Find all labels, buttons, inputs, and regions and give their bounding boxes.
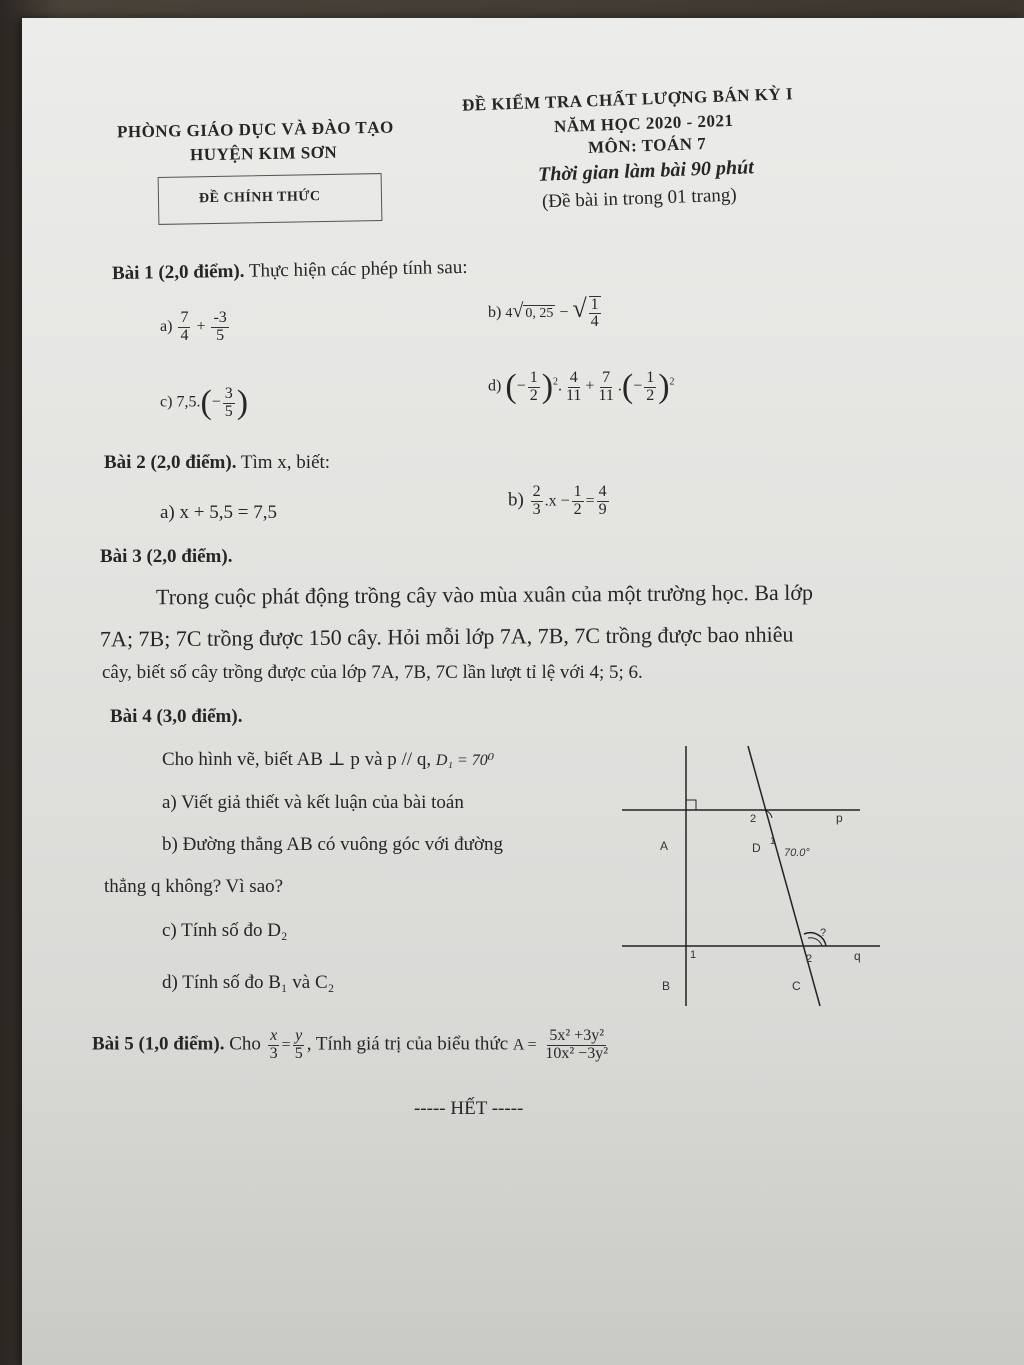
label-c: C — [792, 979, 801, 993]
exam-title: ĐỀ KIỂM TRA CHẤT LƯỢNG BÁN KỲ I — [461, 84, 794, 115]
denominator: 11 — [566, 386, 582, 404]
bai1-d: d) (− $\frac{1}{2}$ )$^2$. $\frac{4}{11}$ + $\frac{7}{11}$ .(− $\frac{1}{2}$ )$^2$ — [488, 368, 675, 405]
dept-line1: PHÒNG GIÁO DỤC VÀ ĐÀO TẠO — [116, 117, 394, 142]
numerator: 7 — [180, 309, 189, 326]
numerator: 3 — [224, 384, 233, 402]
bai4-a: a) Viết giả thiết và kết luận của bài toán — [162, 792, 464, 813]
bai5-text: , Tính giá trị của biểu thức — [306, 1033, 509, 1055]
frac — [528, 370, 540, 405]
official-box — [158, 173, 383, 225]
mark-d2: 2 — [750, 813, 757, 825]
frac — [531, 484, 543, 519]
radicand: 0, 25 — [525, 306, 554, 321]
mark-c2: 2 — [806, 953, 813, 965]
frac — [596, 370, 615, 405]
denominator: 11 — [598, 386, 614, 404]
sqrt-icon: √ — [512, 300, 524, 322]
bai4-b2: thẳng q không? Vì sao? — [104, 876, 284, 897]
frac — [589, 296, 601, 332]
frac — [211, 310, 228, 345]
numerator: x — [270, 1027, 278, 1044]
label-d: D — [752, 841, 761, 855]
bai2-title: Bài 2 (2,0 điểm). — [104, 452, 237, 473]
mark-question: ? — [820, 927, 827, 939]
operator: + — [196, 317, 206, 335]
bai5-line — [92, 1028, 612, 1063]
frac — [178, 310, 190, 345]
frac — [223, 386, 235, 421]
bai2-heading — [104, 452, 330, 474]
frac — [572, 484, 584, 519]
bai2-b — [508, 484, 611, 519]
numerator: 1 — [590, 295, 599, 313]
bai4-d: d) Tính số đo B₁ và C₂ — [162, 972, 335, 993]
equals: = — [585, 492, 595, 510]
frac — [564, 370, 583, 405]
exponent: 2 — [553, 376, 559, 388]
numerator: 1 — [573, 483, 582, 500]
denominator: 10x² −3y² — [545, 1044, 608, 1062]
bai1-a — [160, 310, 231, 345]
paren-open: ( — [505, 368, 517, 405]
pages-note: (Đề bài in trong 01 trang) — [541, 184, 737, 213]
label-p: p — [836, 811, 843, 825]
bai3-title-text: Bài 3 (2,0 điểm). — [100, 546, 233, 567]
equals: = — [281, 1036, 291, 1054]
end-marker: ----- HẾT ----- — [414, 1098, 524, 1119]
bai5-cho: Cho — [229, 1033, 261, 1055]
frac — [597, 484, 609, 519]
denominator: 9 — [598, 500, 607, 518]
bai4-b1: b) Đường thẳng AB có vuông góc với đường — [162, 834, 503, 855]
paren-close: ) — [658, 368, 670, 405]
denominator: 5 — [216, 326, 225, 344]
frac-expression — [543, 1028, 610, 1063]
given-text: Cho hình vẽ, biết AB ⊥ p và p // q, — [162, 749, 432, 770]
expression: x + 5,5 = 7,5 — [179, 502, 277, 523]
mark-d1: 1 — [770, 836, 776, 847]
bai1-d-label: d) — [488, 377, 502, 395]
denominator: 2 — [529, 386, 538, 404]
bai4-title-text: Bài 4 (3,0 điểm). — [110, 706, 243, 727]
expr-a-eq: A = — [512, 1036, 537, 1054]
mark-b1: 1 — [690, 949, 697, 961]
bai3-line1: Trong cuộc phát động trồng cây vào mùa xuân của một trường học. Ba lớp — [155, 579, 814, 610]
bai4-given — [162, 748, 494, 771]
numerator: 4 — [569, 368, 578, 386]
label-b: B — [662, 979, 671, 993]
bai1-b-label: b) — [488, 304, 502, 321]
numerator: 4 — [598, 483, 607, 500]
bai1-heading — [112, 257, 468, 285]
bai2-a — [160, 502, 277, 524]
geometry-figure — [612, 738, 892, 1038]
bai3-title — [100, 546, 232, 568]
denominator: 5 — [224, 402, 233, 420]
frac-y-5 — [293, 1028, 305, 1063]
bai1-b — [488, 294, 603, 331]
bai1-title: Bài 1 (2,0 điểm). — [111, 260, 245, 285]
denominator: 2 — [573, 500, 582, 518]
exponent: 2 — [669, 376, 675, 388]
denominator: 4 — [590, 313, 599, 331]
numerator: 5x² +3y² — [549, 1027, 604, 1044]
paren-close: ) — [541, 368, 554, 405]
numerator: 1 — [646, 368, 655, 386]
numerator: y — [295, 1027, 303, 1044]
school-year: NĂM HỌC 2020 - 2021 — [553, 110, 734, 137]
bai3-line2: 7A; 7B; 7C trồng được 150 cây. Hỏi mỗi lớp 7A, 7B, 7C trồng được bao nhiêu — [99, 621, 794, 652]
bai4-c: c) Tính số đo D₂ — [162, 920, 288, 941]
denominator: 4 — [180, 326, 189, 344]
label-angle-70: 70.0° — [784, 847, 810, 859]
operator: − — [559, 304, 569, 321]
paren-close: ) — [236, 384, 249, 421]
bai2-b-label: b) — [508, 489, 524, 511]
duration: Thời gian làm bài 90 phút — [537, 156, 755, 186]
numerator: 7 — [602, 368, 611, 386]
frac-x-3 — [268, 1028, 280, 1063]
paren-open: ( — [621, 368, 634, 405]
bai4-title — [110, 706, 242, 728]
bai1-a-label: a) — [160, 317, 173, 335]
numerator: 2 — [532, 483, 541, 500]
bai2-a-label: a) — [160, 502, 175, 523]
denominator: 3 — [269, 1044, 278, 1062]
dept-line2: HUYỆN KIM SƠN — [189, 142, 338, 165]
subject: MÔN: TOÁN 7 — [587, 133, 707, 158]
bai1-c-label: c) — [160, 393, 173, 411]
sqrt-icon: √ — [572, 294, 587, 323]
value: 7,5. — [176, 393, 201, 411]
denominator: 5 — [294, 1044, 303, 1062]
right-angle-mark — [686, 800, 696, 810]
label-q: q — [854, 949, 861, 963]
denominator: 2 — [646, 386, 655, 404]
exam-paper — [22, 18, 1024, 1365]
paren-open: ( — [200, 384, 212, 421]
given-angle: D₁ = 70⁰ — [435, 752, 495, 769]
official-label: ĐỀ CHÍNH THỨC — [198, 189, 321, 207]
line-dc — [748, 746, 820, 1006]
bai3-line3: cây, biết số cây trồng được của lớp 7A, 7B, 7C lần lượt tỉ lệ với 4; 5; 6. — [102, 662, 643, 683]
bai1-c: c) 7,5.(− $\frac{3}{5}$ ) — [160, 384, 249, 421]
coef: 4 — [505, 306, 513, 321]
operator: .x − — [544, 492, 570, 510]
numerator: 1 — [529, 368, 538, 386]
frac — [644, 370, 656, 405]
bai5-title: Bài 5 (1,0 điểm). — [92, 1033, 225, 1055]
bai2-prompt: Tìm x, biết: — [240, 452, 331, 473]
label-a: A — [660, 839, 669, 853]
numerator: -3 — [213, 309, 227, 326]
bai1-prompt: Thực hiện các phép tính sau: — [248, 256, 468, 282]
denominator: 3 — [532, 500, 541, 518]
